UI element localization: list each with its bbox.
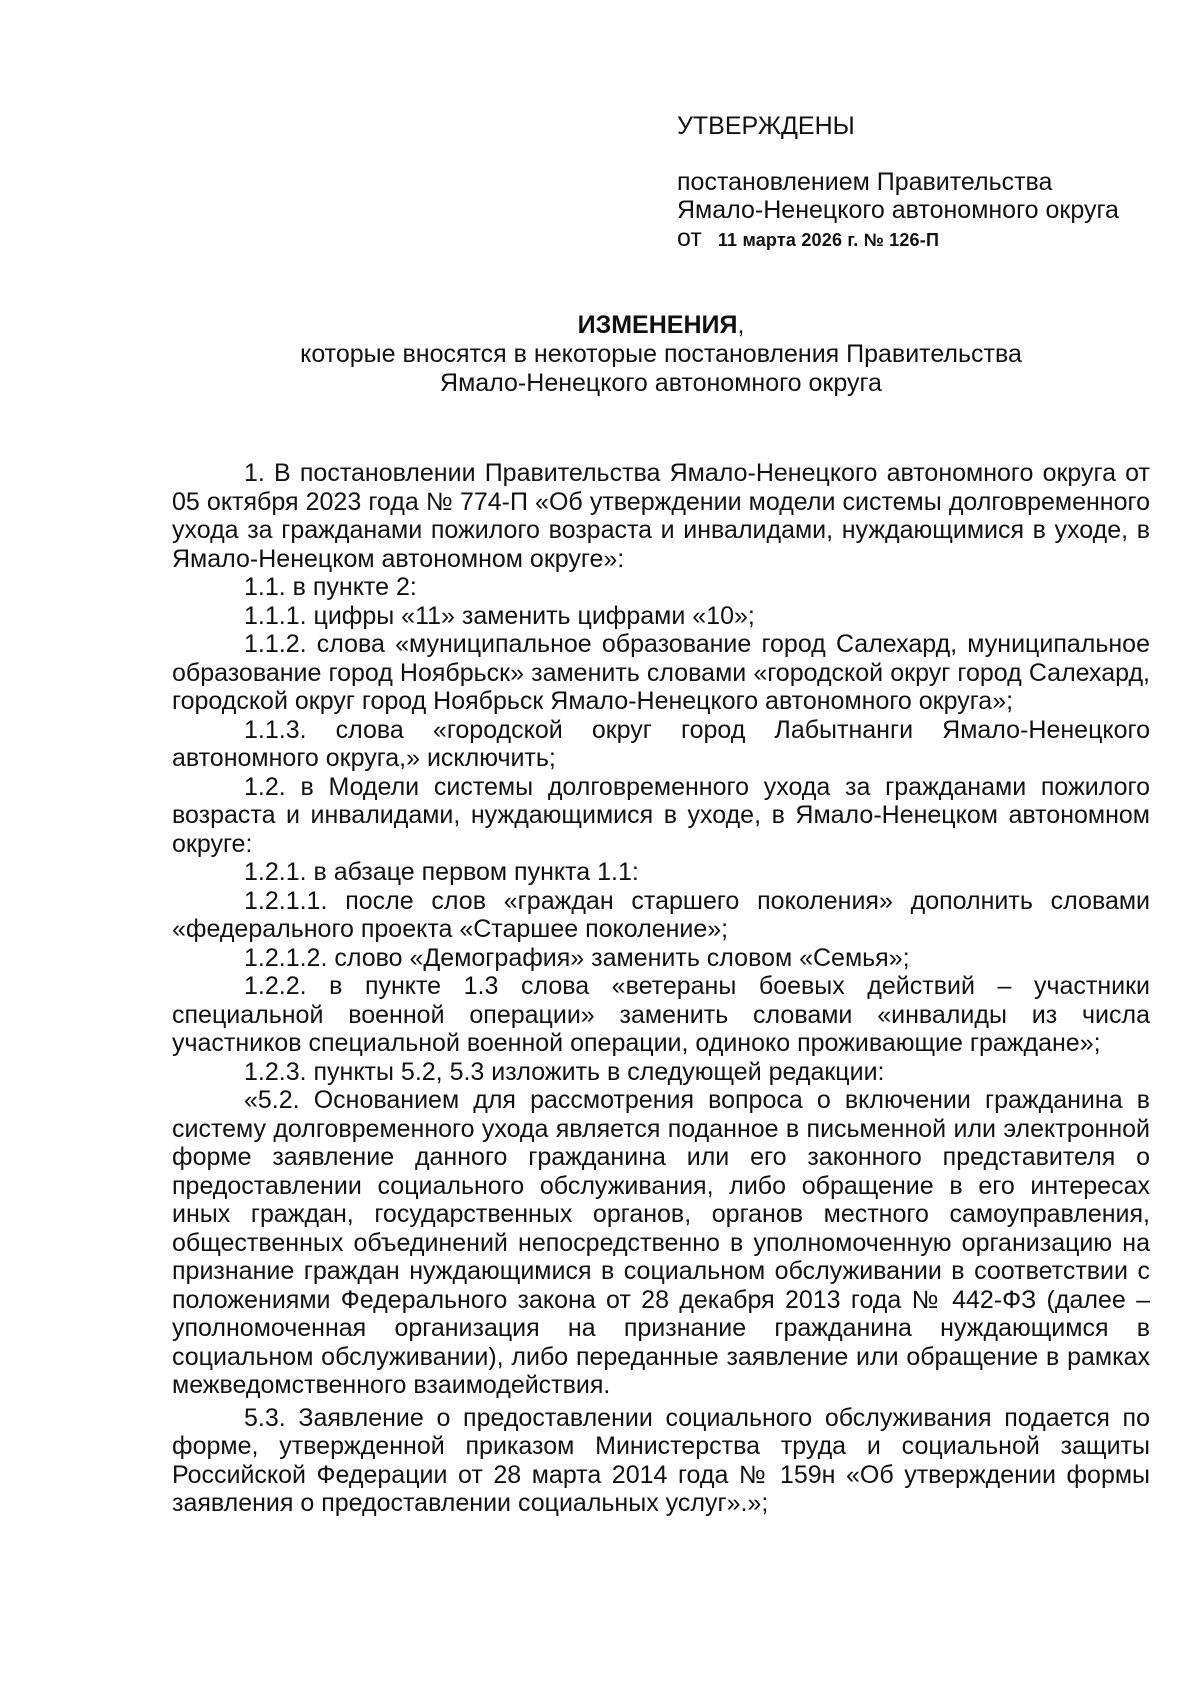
approval-line-1: постановлением Правительства <box>677 168 1053 196</box>
document-title <box>172 311 1150 340</box>
paragraph-1-2-1-1: 1.2.1.1. после слов «граждан старшего поколения» дополнить словами «федерального проекта «Старшее поколение»; <box>172 886 1150 943</box>
paragraph-1-1-3: 1.1.3. слова «городской округ город Лабытнанги Ямало-Ненецкого автономного округа,» исключить; <box>172 715 1150 772</box>
paragraph-1-1: 1.1. в пункте 2: <box>244 573 417 601</box>
paragraph-1-2-3: 1.2.3. пункты 5.2, 5.3 изложить в следующей редакции: <box>244 1057 885 1086</box>
paragraph-5-2: «5.2. Основанием для рассмотрения вопроса о включении гражданина в систему долговременного ухода является поданное в письменной или электронной форме заявление данного гражданина или его законного представителя о предоставлении социального обслуживания, либо обращение в его интересах иных граждан, государственных органов, органов местного самоуправления, общественных объединений непосредственно в уполномоченную организацию на признание граждан нуждающимися в социальном обслуживании в соответствии с положениями Федерального закона от 28 декабря 2013 года № 442-ФЗ (далее – уполномоченная организация на признание гражданина нуждающимся в социальном обслуживании), либо переданные заявление или обращение в рамках межведомственного взаимодействия. <box>172 1086 1150 1399</box>
paragraph-1-1-2: 1.1.2. слова «муниципальное образование город Салехард, муниципальное образование город Ноябрьск» заменить словами «городской округ город Салехард, городской округ город Ноябрьск Ямало-Ненецкого автономного округа»; <box>172 630 1150 715</box>
approval-number: 11 марта 2026 г. № 126-П <box>717 230 940 250</box>
title-subtitle-2: Ямало-Ненецкого автономного округа <box>440 369 882 397</box>
document-heading <box>172 311 1150 398</box>
paragraph-5-3: 5.3. Заявление о предоставлении социального обслуживания подается по форме, утвержденной приказом Министерства труда и социальной защиты Российской Федерации от 28 марта 2014 года № 159н «Об утверждении формы заявления о предоставлении социальных услуг».»; <box>172 1403 1150 1517</box>
approval-date-line <box>677 224 1177 254</box>
title-main: ИЗМЕНЕНИЯ <box>577 311 738 339</box>
paragraph-1-2-1: 1.2.1. в абзаце первом пункта 1.1: <box>244 858 639 886</box>
paragraph-1-2-1-2: 1.2.1.2. слово «Демография» заменить словом «Семья»; <box>244 943 910 972</box>
title-comma: , <box>737 311 745 339</box>
paragraph-1-2: 1.2. в Модели системы долговременного ухода за гражданами пожилого возраста и инвалидами, нуждающимися в уходе, в Ямало-Ненецком автономном округе: <box>172 772 1150 858</box>
approval-from: от <box>677 224 702 252</box>
document-body <box>172 459 1150 1518</box>
paragraph-1-2-2: 1.2.2. в пункте 1.3 слова «ветераны боевых действий – участники специальной военной операции» заменить словами «инвалиды из числа участников специальной военной операции, одиноко проживающие граждане»; <box>172 972 1150 1057</box>
approval-line-2: Ямало-Ненецкого автономного округа <box>677 196 1119 224</box>
approval-block <box>677 112 1177 254</box>
paragraph-1: 1. В постановлении Правительства Ямало-Ненецкого автономного округа от 05 октября 2023 года № 774-П «Об утверждении модели системы долговременного ухода за гражданами пожилого возраста и инвалидами, нуждающимися в уходе, в Ямало-Ненецком автономном округе»: <box>172 459 1150 573</box>
title-subtitle-1: которые вносятся в некоторые постановления Правительства <box>300 340 1022 368</box>
paragraph-1-1-1: 1.1.1. цифры «11» заменить цифрами «10»; <box>244 601 755 630</box>
approval-heading: УТВЕРЖДЕНЫ <box>677 112 855 140</box>
